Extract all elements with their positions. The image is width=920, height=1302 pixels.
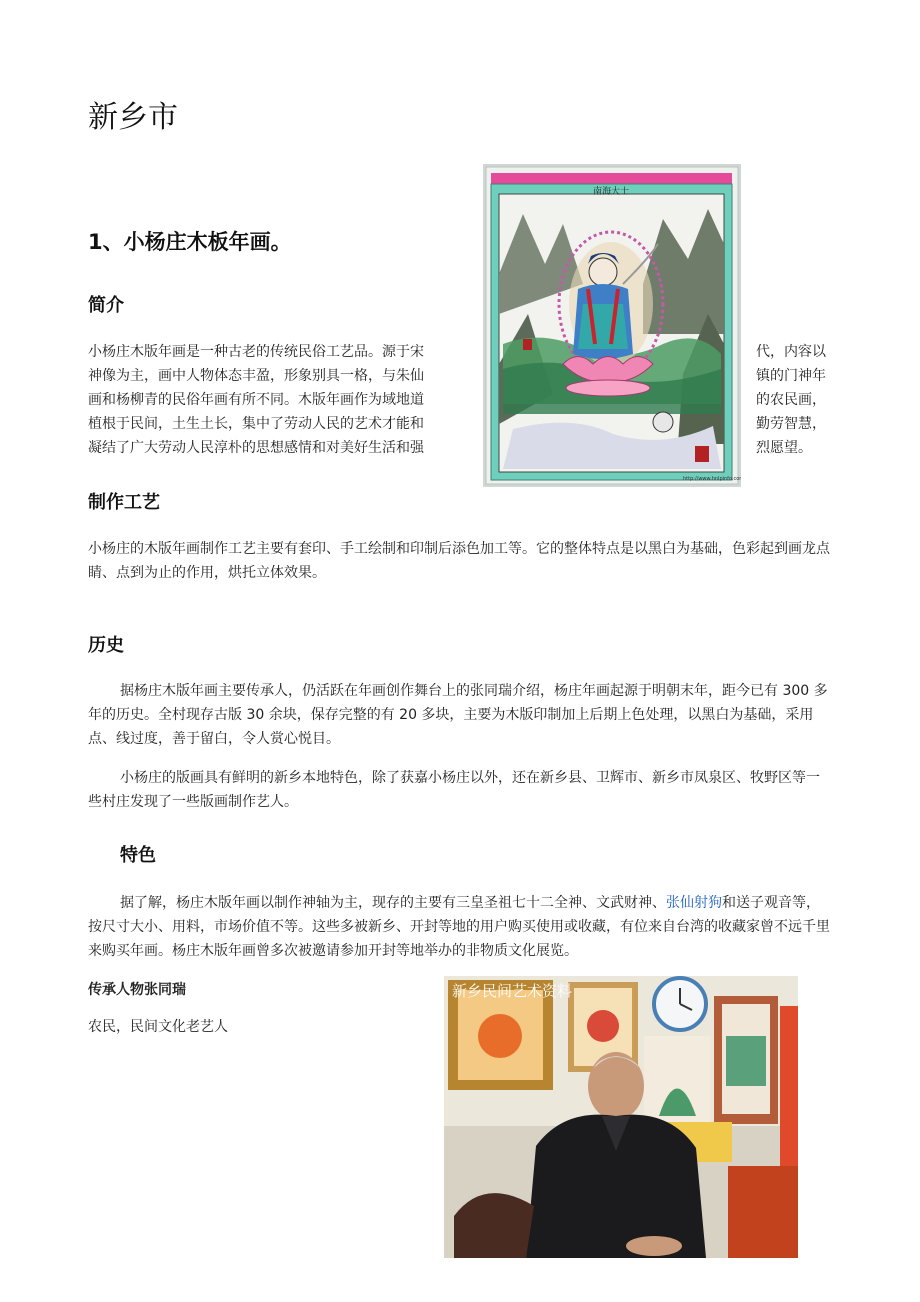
photo-overlay-text: 新乡民间艺术资料 — [452, 982, 573, 1000]
page-title: 新乡市 — [88, 100, 178, 135]
craft-text: 小杨庄的木版年画制作工艺主要有套印、手工绘制和印制后添色加工等。它的整体特点是以黑白为基础，色彩起到画龙点睛、点到为止的作用，烘托立体效果。 — [88, 541, 830, 581]
red-seal-icon — [523, 339, 532, 350]
intro-heading: 简介 — [88, 295, 124, 316]
feature-text — [88, 891, 832, 963]
painting-watermark: http://www.hnlpinfo.com — [683, 476, 741, 482]
craft-heading: 制作工艺 — [88, 492, 160, 513]
history-paragraph-1: 据杨庄木版年画主要传承人，仍活跃在年画创作舞台上的张同瑞介绍，杨庄年画起源于明朝末年，距今已有 300 多年的历史。全村现存古版 30 余块，保存完整的有 20 多块，主要为木版印制加上后期上色处理，以黑白为基础，采用点、线过度，善于留白，令人赏心悦目。 — [88, 683, 828, 747]
inheritor-description: 农民，民间文化老艺人 — [88, 1019, 228, 1035]
intro-line: 镇的门神年 — [756, 368, 826, 384]
intro-line: 代，内容以 — [756, 344, 826, 360]
feature-text-part: 据了解，杨庄木版年画以制作神轴为主，现存的主要有三皇圣祖七十二全神、文武财神、 — [120, 895, 666, 911]
intro-line: 的农民画， — [756, 392, 826, 408]
feature-text-part: 和送子观音等，按尺寸大小、用料，市场价值不等。这些多被新乡、开封等地的用户购买使用或收藏，有位来自台湾的收藏家曾不远千里来购买年画。杨庄木版年画曾多次被邀请参加开封等地举办的非物质文化展览。 — [88, 895, 830, 959]
intro-line: 小杨庄木版年画是一种古老的传统民俗工艺品。源于宋 — [88, 344, 424, 360]
feature-heading: 特色 — [120, 845, 156, 866]
intro-line: 植根于民间，土生土长，集中了劳动人民的艺术才能和 — [88, 416, 424, 432]
inheritor-heading: 传承人物张同瑞 — [88, 982, 186, 998]
intro-line: 烈愿望。 — [756, 440, 812, 456]
intro-line: 画和杨柳青的民俗年画有所不同。木版年画作为域地道 — [88, 392, 424, 408]
history-paragraph-2: 小杨庄的版画具有鲜明的新乡本地特色，除了获嘉小杨庄以外，还在新乡县、卫辉市、新乡市凤泉区、牧野区等一些村庄发现了一些版画制作艺人。 — [88, 770, 820, 810]
zhangxian-shegou-link[interactable]: 张仙射狗 — [666, 895, 722, 911]
intro-line: 神像为主，画中人物体态丰盈，形象别具一格，与朱仙 — [88, 368, 424, 384]
woodblock-painting-image — [483, 164, 741, 487]
section-heading-yangzhuang: 1、小杨庄木板年画。 — [88, 230, 292, 254]
history-heading: 历史 — [88, 635, 124, 656]
intro-line: 凝结了广大劳动人民淳朴的思想感情和对美好生活和强 — [88, 440, 424, 456]
woodblock-painting-graphic — [483, 164, 741, 487]
intro-text-right — [756, 340, 836, 460]
intro-line: 勤劳智慧， — [756, 416, 826, 432]
inheritor-photo-graphic — [444, 976, 798, 1258]
intro-text-left — [88, 340, 460, 460]
painting-caption: 南海大士 — [592, 187, 630, 197]
inheritor-photo — [444, 976, 798, 1258]
red-seal-icon — [695, 446, 709, 462]
